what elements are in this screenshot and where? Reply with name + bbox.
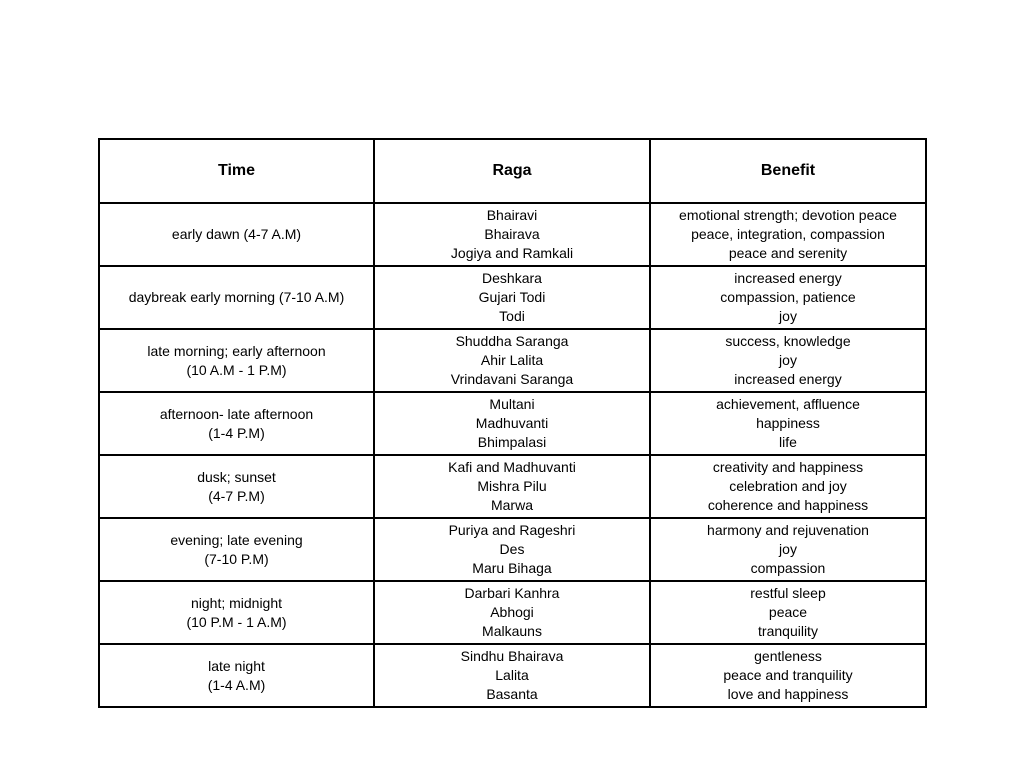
benefit-cell	[650, 329, 926, 392]
raga-line: Deshkara	[482, 270, 542, 286]
benefit-line: peace, integration, compassion	[691, 226, 885, 242]
raga-cell	[374, 644, 650, 707]
benefit-cell	[650, 455, 926, 518]
raga-line: Des	[499, 541, 525, 557]
raga-line: Sindhu Bhairava	[460, 648, 564, 664]
table-row	[99, 266, 926, 329]
time-line: (7-10 P.M)	[204, 550, 269, 567]
time-line: (1-4 P.M)	[208, 424, 265, 441]
raga-cell	[374, 455, 650, 518]
benefit-line: peace and tranquility	[723, 667, 853, 683]
raga-cell	[374, 581, 650, 644]
header-benefit: Benefit	[650, 139, 926, 203]
benefit-line: gentleness	[754, 648, 822, 664]
table-row	[99, 455, 926, 518]
raga-line: Kafi and Madhuvanti	[448, 459, 576, 475]
time-line: (10 P.M - 1 A.M)	[186, 613, 287, 630]
header-time: Time	[99, 139, 374, 203]
raga-line: Jogiya and Ramkali	[450, 245, 574, 261]
time-cell	[99, 266, 374, 329]
time-line: afternoon- late afternoon	[159, 405, 314, 422]
benefit-line: harmony and rejuvenation	[707, 522, 869, 538]
benefit-cell	[650, 392, 926, 455]
header-row	[99, 139, 926, 203]
benefit-line: increased energy	[734, 270, 842, 286]
time-cell	[99, 392, 374, 455]
benefit-line: peace	[768, 604, 808, 620]
raga-line: Bhairavi	[486, 207, 538, 223]
benefit-line: life	[779, 434, 797, 450]
time-line: (1-4 A.M)	[207, 676, 266, 693]
raga-line: Lalita	[495, 667, 529, 683]
time-cell	[99, 455, 374, 518]
benefit-line: compassion	[750, 560, 826, 576]
time-cell	[99, 518, 374, 581]
benefit-line: restful sleep	[750, 585, 826, 601]
benefit-cell	[650, 581, 926, 644]
benefit-line: joy	[779, 308, 797, 324]
benefit-line: coherence and happiness	[707, 497, 869, 513]
raga-line: Puriya and Rageshri	[448, 522, 576, 538]
raga-line: Gujari Todi	[478, 289, 546, 305]
raga-line: Shuddha Saranga	[455, 333, 569, 349]
time-cell	[99, 644, 374, 707]
header-raga: Raga	[374, 139, 650, 203]
table-row	[99, 644, 926, 707]
benefit-line: celebration and joy	[729, 478, 847, 494]
time-line: late morning; early afternoon	[147, 342, 326, 359]
raga-line: Madhuvanti	[475, 415, 549, 431]
benefit-cell	[650, 518, 926, 581]
table-row	[99, 518, 926, 581]
raga-line: Maru Bihaga	[472, 560, 552, 576]
raga-line: Mishra Pilu	[477, 478, 547, 494]
raga-line: Vrindavani Saranga	[450, 371, 574, 387]
raga-line: Malkauns	[482, 623, 542, 639]
benefit-line: peace and serenity	[728, 245, 848, 261]
time-line: dusk; sunset	[197, 468, 276, 485]
table-row	[99, 203, 926, 266]
raga-line: Darbari Kanhra	[464, 585, 560, 601]
benefit-line: tranquility	[758, 623, 818, 639]
benefit-line: emotional strength; devotion peace	[679, 207, 897, 223]
time-line: late night	[208, 657, 265, 674]
time-line: night; midnight	[190, 594, 283, 611]
table-row	[99, 581, 926, 644]
raga-line: Ahir Lalita	[480, 352, 544, 368]
table-row	[99, 392, 926, 455]
benefit-cell	[650, 644, 926, 707]
benefit-cell	[650, 203, 926, 266]
benefit-line: love and happiness	[727, 686, 849, 702]
benefit-line: joy	[779, 352, 797, 368]
time-cell	[99, 203, 374, 266]
raga-cell	[374, 203, 650, 266]
raga-line: Todi	[499, 308, 525, 324]
raga-cell	[374, 266, 650, 329]
raga-cell	[374, 518, 650, 581]
benefit-line: joy	[779, 541, 797, 557]
benefit-line: achievement, affluence	[716, 396, 860, 412]
raga-line: Marwa	[490, 497, 533, 513]
time-cell	[99, 581, 374, 644]
benefit-line: success, knowledge	[725, 333, 851, 349]
time-line: (10 A.M - 1 P.M)	[186, 361, 287, 378]
table-row	[99, 329, 926, 392]
raga-line: Abhogi	[490, 604, 534, 620]
table-header	[99, 139, 926, 203]
raga-line: Bhairava	[484, 226, 540, 242]
table-body	[99, 203, 926, 707]
raga-line: Basanta	[486, 686, 538, 702]
raga-line: Bhimpalasi	[477, 434, 547, 450]
raga-cell	[374, 392, 650, 455]
time-cell	[99, 329, 374, 392]
time-line: (4-7 P.M)	[208, 487, 265, 504]
benefit-line: compassion, patience	[720, 289, 856, 305]
raga-cell	[374, 329, 650, 392]
benefit-line: increased energy	[734, 371, 842, 387]
benefit-line: happiness	[756, 415, 820, 431]
benefit-cell	[650, 266, 926, 329]
time-line: early dawn (4-7 A.M)	[171, 226, 302, 242]
benefit-line: creativity and happiness	[712, 459, 864, 475]
time-line: evening; late evening	[170, 531, 303, 548]
raga-line: Multani	[489, 396, 535, 412]
time-line: daybreak early morning (7-10 A.M)	[128, 289, 345, 305]
raga-time-table	[98, 138, 927, 708]
